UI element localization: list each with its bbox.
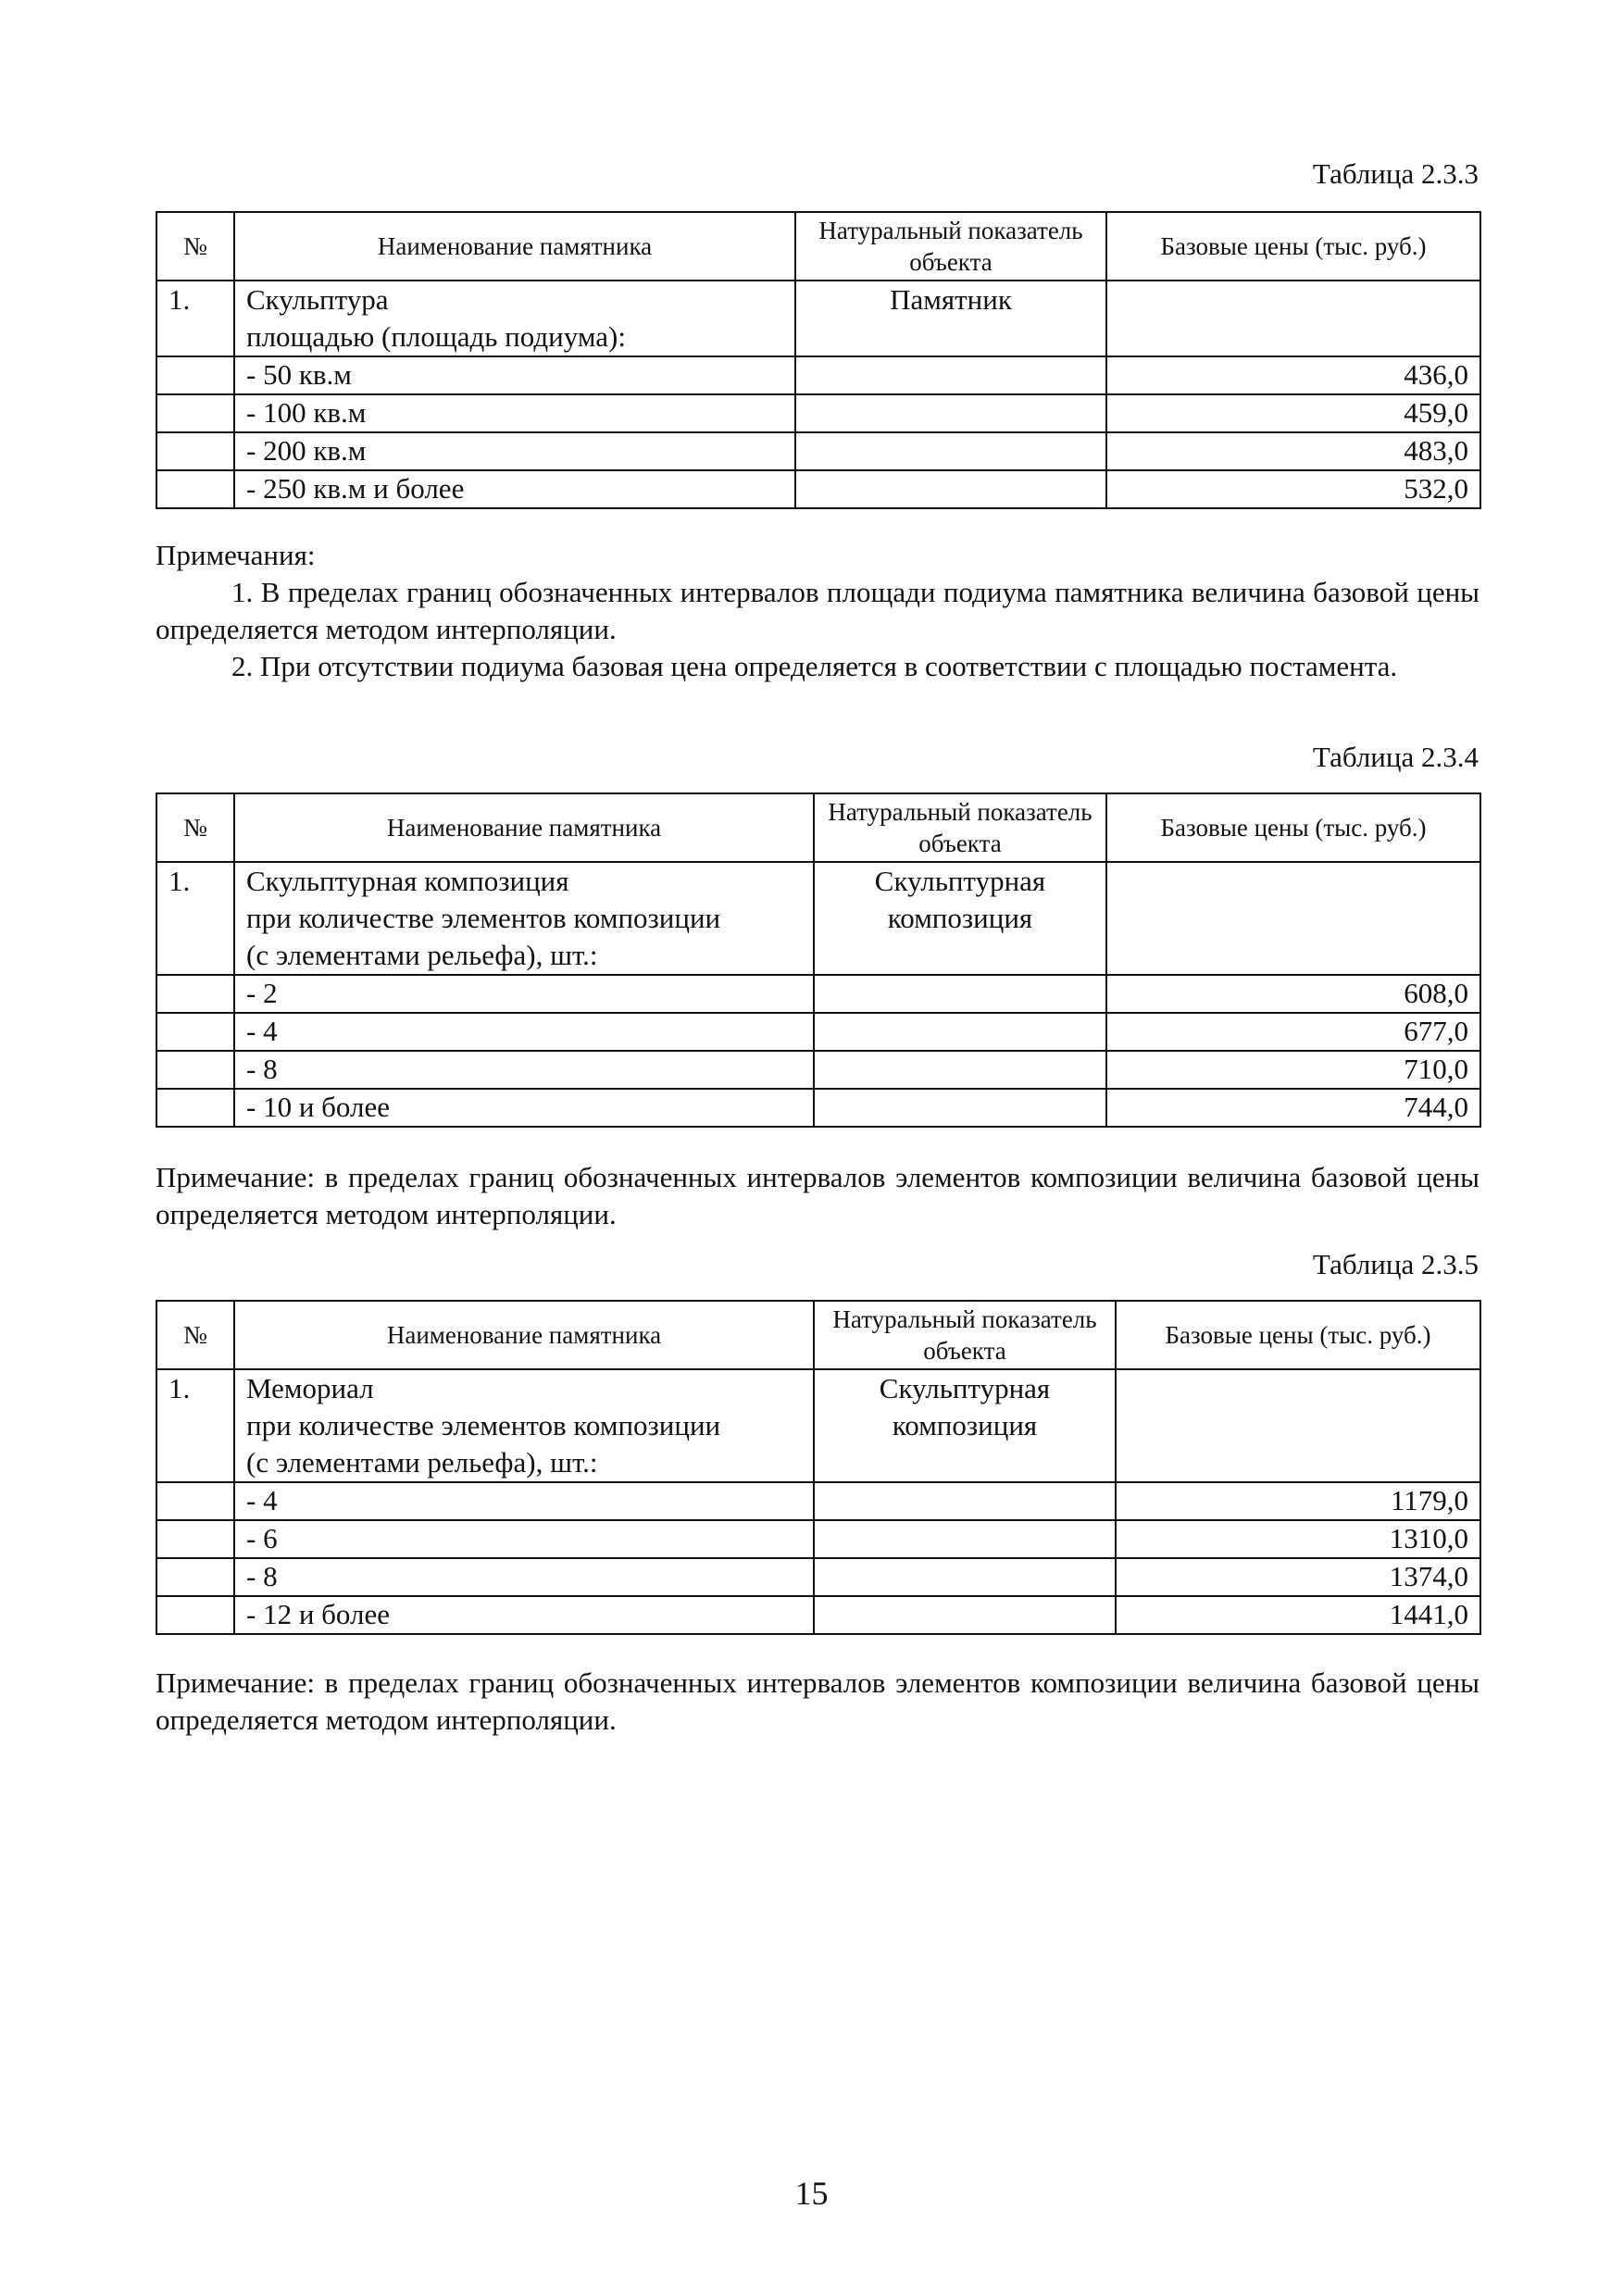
row-price: 1179,0 xyxy=(1116,1482,1480,1520)
item-indicator xyxy=(814,862,1106,975)
item-name xyxy=(234,862,814,975)
table-2-3-5 xyxy=(156,1300,1481,1635)
table-row xyxy=(156,394,1480,432)
table-row xyxy=(156,975,1480,1013)
item-name xyxy=(234,281,795,356)
row-price: 677,0 xyxy=(1106,1013,1480,1051)
table-row xyxy=(156,1482,1480,1520)
item-indicator-line: Скульптурная xyxy=(874,865,1046,897)
item-name-line: Скульптурная композиция xyxy=(246,865,569,897)
row-num-empty xyxy=(156,1089,234,1127)
row-label: - 4 xyxy=(234,1482,814,1520)
header-num: № xyxy=(156,793,234,862)
item-num: 1. xyxy=(156,281,234,356)
table-caption-2-3-5: Таблица 2.3.5 xyxy=(1312,1248,1479,1280)
header-indicator: Натуральный показатель объекта xyxy=(814,793,1106,862)
row-price: 483,0 xyxy=(1106,432,1480,470)
note-table-2-3-5: Примечание: в пределах границ обозначенных интервалов элементов композиции величина базовой цены определяется методом интерполяции. xyxy=(156,1666,1479,1736)
item-num: 1. xyxy=(156,1369,234,1482)
row-price: 436,0 xyxy=(1106,356,1480,394)
row-num-empty xyxy=(156,432,234,470)
row-label: - 50 кв.м xyxy=(234,356,795,394)
table-row xyxy=(156,1089,1480,1127)
table-header-row xyxy=(156,793,1480,862)
header-price: Базовые цены (тыс. руб.) xyxy=(1106,793,1480,862)
note-item-1: 1. В пределах границ обозначенных интервалов площади подиума памятника величина базовой цены определяется методом интерполяции. xyxy=(156,576,1479,645)
row-label: - 8 xyxy=(234,1051,814,1089)
row-indicator-empty xyxy=(814,1520,1116,1558)
row-label: - 200 кв.м xyxy=(234,432,795,470)
row-label: - 12 и более xyxy=(234,1596,814,1634)
header-num: № xyxy=(156,212,234,281)
row-label: - 8 xyxy=(234,1558,814,1596)
row-num-empty xyxy=(156,1558,234,1596)
row-price: 1441,0 xyxy=(1116,1596,1480,1634)
row-num-empty xyxy=(156,1482,234,1520)
notes-table-2-3-3 xyxy=(156,537,1479,685)
table-item-row xyxy=(156,281,1480,356)
row-price: 710,0 xyxy=(1106,1051,1480,1089)
table-row xyxy=(156,1013,1480,1051)
row-label: - 10 и более xyxy=(234,1089,814,1127)
table-header-row xyxy=(156,1301,1480,1369)
table-caption-2-3-3: Таблица 2.3.3 xyxy=(1312,157,1479,190)
item-indicator-line: композиция xyxy=(887,902,1033,934)
item-num: 1. xyxy=(156,862,234,975)
row-price: 744,0 xyxy=(1106,1089,1480,1127)
row-num-empty xyxy=(156,1013,234,1051)
item-name-line: (с элементами рельефа), шт.: xyxy=(246,939,598,971)
item-name-line: площадью (площадь подиума): xyxy=(246,320,626,353)
item-price-empty xyxy=(1106,862,1480,975)
table-row xyxy=(156,1051,1480,1089)
row-price: 608,0 xyxy=(1106,975,1480,1013)
row-indicator-empty xyxy=(795,394,1106,432)
item-name-line: при количестве элементов композиции xyxy=(246,1409,721,1441)
item-price-empty xyxy=(1116,1369,1480,1482)
row-price: 459,0 xyxy=(1106,394,1480,432)
row-label: - 250 кв.м и более xyxy=(234,470,795,508)
row-indicator-empty xyxy=(814,1013,1106,1051)
row-label: - 2 xyxy=(234,975,814,1013)
item-indicator xyxy=(814,1369,1116,1482)
table-row xyxy=(156,470,1480,508)
item-name xyxy=(234,1369,814,1482)
table-caption-2-3-4: Таблица 2.3.4 xyxy=(1312,741,1479,773)
row-indicator-empty xyxy=(795,356,1106,394)
row-num-empty xyxy=(156,975,234,1013)
row-indicator-empty xyxy=(814,1596,1116,1634)
table-2-3-3 xyxy=(156,211,1481,509)
row-indicator-empty xyxy=(795,470,1106,508)
row-indicator-empty xyxy=(795,432,1106,470)
header-indicator: Натуральный показатель объекта xyxy=(814,1301,1116,1369)
row-num-empty xyxy=(156,1596,234,1634)
row-num-empty xyxy=(156,1051,234,1089)
header-num: № xyxy=(156,1301,234,1369)
row-label: - 6 xyxy=(234,1520,814,1558)
row-num-empty xyxy=(156,356,234,394)
item-price-empty xyxy=(1106,281,1480,356)
item-indicator-line: композиция xyxy=(892,1409,1038,1441)
header-price: Базовые цены (тыс. руб.) xyxy=(1106,212,1480,281)
row-price: 532,0 xyxy=(1106,470,1480,508)
table-item-row xyxy=(156,1369,1480,1482)
note-item-2: 2. При отсутствии подиума базовая цена определяется в соответствии с площадью постамента. xyxy=(231,650,1398,682)
row-num-empty xyxy=(156,1520,234,1558)
header-name: Наименование памятника xyxy=(234,793,814,862)
row-price: 1374,0 xyxy=(1116,1558,1480,1596)
table-header-row xyxy=(156,212,1480,281)
item-indicator: Памятник xyxy=(795,281,1106,356)
table-row xyxy=(156,1596,1480,1634)
item-indicator-line: Скульптурная xyxy=(879,1372,1051,1404)
row-num-empty xyxy=(156,394,234,432)
table-row xyxy=(156,1520,1480,1558)
table-row xyxy=(156,356,1480,394)
item-name-line: Скульптура xyxy=(246,283,389,316)
table-2-3-4 xyxy=(156,792,1481,1128)
row-indicator-empty xyxy=(814,1482,1116,1520)
table-row xyxy=(156,1558,1480,1596)
row-indicator-empty xyxy=(814,1558,1116,1596)
row-label: - 100 кв.м xyxy=(234,394,795,432)
notes-heading: Примечания: xyxy=(156,539,316,571)
header-name: Наименование памятника xyxy=(234,1301,814,1369)
note-table-2-3-4: Примечание: в пределах границ обозначенных интервалов элементов композиции величина базовой цены определяется методом интерполяции. xyxy=(156,1161,1479,1230)
row-indicator-empty xyxy=(814,975,1106,1013)
table-row xyxy=(156,432,1480,470)
row-indicator-empty xyxy=(814,1089,1106,1127)
header-indicator: Натуральный показатель объекта xyxy=(795,212,1106,281)
row-label: - 4 xyxy=(234,1013,814,1051)
row-indicator-empty xyxy=(814,1051,1106,1089)
header-name: Наименование памятника xyxy=(234,212,795,281)
row-num-empty xyxy=(156,470,234,508)
table-item-row xyxy=(156,862,1480,975)
item-name-line: при количестве элементов композиции xyxy=(246,902,721,934)
header-price: Базовые цены (тыс. руб.) xyxy=(1116,1301,1480,1369)
item-name-line: Мемориал xyxy=(246,1372,374,1404)
row-price: 1310,0 xyxy=(1116,1520,1480,1558)
page-number: 15 xyxy=(794,2175,829,2212)
item-name-line: (с элементами рельефа), шт.: xyxy=(246,1446,598,1479)
